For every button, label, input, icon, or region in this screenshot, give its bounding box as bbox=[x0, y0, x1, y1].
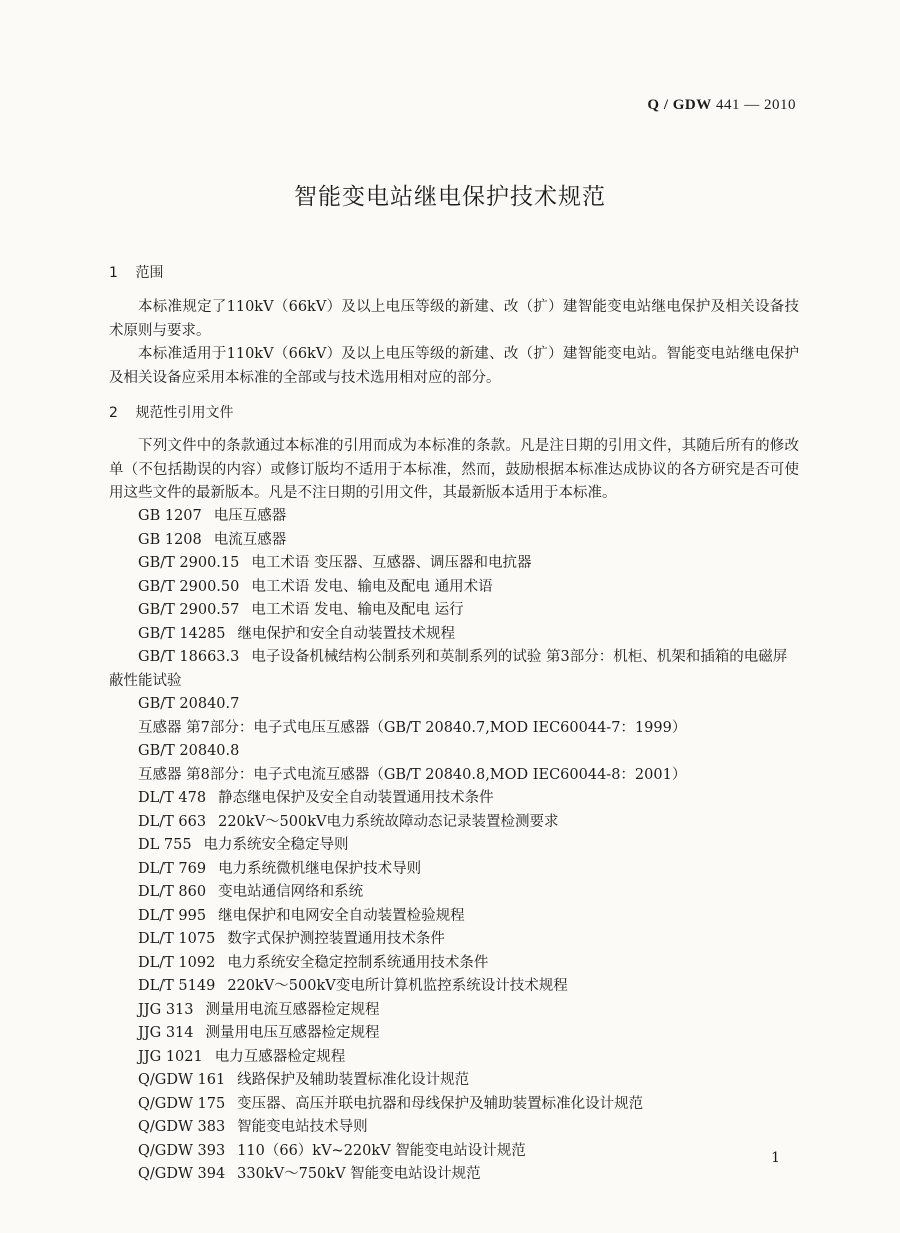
section-number: 1 bbox=[109, 265, 118, 281]
reference-title: 220kV～500kV变电所计算机监控系统设计技术规程 bbox=[227, 978, 568, 994]
reference-title: 智能变电站技术导则 bbox=[237, 1119, 368, 1135]
reference-code: GB/T 2900.57 bbox=[138, 602, 240, 618]
standard-number: 441 — 2010 bbox=[716, 97, 796, 113]
reference-code: DL 755 bbox=[138, 837, 192, 853]
section-2-paragraph-1: 下列文件中的条款通过本标准的引用而成为本标准的条款。凡是注日期的引用文件，其随后所有的修改单（不包括勘误的内容）或修订版均不适用于本标准，然而，鼓励根据本标准达成协议的各方研究是否可使用这些文件的最新版本。凡是不注日期的引用文件，其最新版本适用于本标准。 bbox=[109, 438, 799, 501]
reference-title: 继电保护和电网安全自动装置检验规程 bbox=[218, 907, 465, 924]
reference-item bbox=[109, 599, 799, 623]
reference-code: Q/GDW 394 bbox=[138, 1166, 226, 1182]
reference-item bbox=[109, 928, 799, 952]
reference-code: Q/GDW 393 bbox=[138, 1142, 226, 1159]
reference-title: 电压互感器 bbox=[213, 508, 287, 524]
reference-item bbox=[109, 529, 799, 553]
reference-item bbox=[109, 999, 799, 1023]
reference-item bbox=[109, 740, 799, 787]
reference-item bbox=[109, 1069, 799, 1093]
reference-item bbox=[109, 905, 799, 929]
reference-code: DL/T 1092 bbox=[138, 954, 216, 971]
reference-title: 变电站通信网络和系统 bbox=[218, 884, 364, 900]
reference-item bbox=[109, 576, 799, 600]
reference-item bbox=[109, 858, 799, 882]
reference-item bbox=[109, 1093, 799, 1117]
reference-item bbox=[109, 1022, 799, 1046]
document-title: 智能变电站继电保护技术规范 bbox=[294, 184, 606, 210]
section-1-paragraph-1: 本标准规定了110kV（66kV）及以上电压等级的新建、改（扩）建智能变电站继电保护及相关设备技术原则与要求。 bbox=[109, 299, 799, 339]
section-title: 规范性引用文件 bbox=[135, 405, 234, 421]
section-1-heading bbox=[109, 262, 163, 282]
reference-title: 电流互感器 bbox=[213, 531, 287, 548]
reference-code: DL/T 995 bbox=[138, 907, 207, 924]
reference-code: JJG 314 bbox=[138, 1025, 194, 1041]
reference-code: DL/T 5149 bbox=[138, 978, 216, 994]
reference-code: GB/T 18663.3 bbox=[138, 649, 240, 665]
reference-item bbox=[109, 623, 799, 647]
reference-code: GB 1208 bbox=[138, 531, 202, 548]
reference-code: GB/T 14285 bbox=[138, 625, 226, 642]
reference-title: 数字式保护测控装置通用技术条件 bbox=[227, 931, 445, 947]
reference-title: 继电保护和安全自动装置技术规程 bbox=[237, 625, 456, 642]
reference-code: Q/GDW 383 bbox=[138, 1119, 226, 1135]
reference-title: 电力系统微机继电保护技术导则 bbox=[218, 860, 422, 877]
reference-item bbox=[109, 952, 799, 976]
reference-item bbox=[109, 693, 799, 740]
reference-code: GB/T 2900.50 bbox=[138, 578, 240, 595]
section-number: 2 bbox=[109, 405, 118, 421]
reference-title: 测量用电流互感器检定规程 bbox=[205, 1001, 380, 1018]
reference-list bbox=[109, 505, 799, 1187]
reference-code: DL/T 663 bbox=[138, 813, 207, 830]
reference-title: 110（66）kV~220kV 智能变电站设计规范 bbox=[237, 1142, 526, 1159]
reference-code: DL/T 860 bbox=[138, 884, 207, 900]
reference-title: 测量用电压互感器检定规程 bbox=[205, 1025, 380, 1041]
reference-code: Q/GDW 161 bbox=[138, 1072, 226, 1088]
standard-code: Q / GDW bbox=[647, 97, 712, 113]
reference-title: 互感器 第8部分：电子式电流互感器（GB/T 20840.8,MOD IEC60044-8：2001） bbox=[138, 766, 687, 783]
reference-code: GB/T 2900.15 bbox=[138, 555, 240, 571]
reference-title: 220kV～500kV电力系统故障动态记录装置检测要求 bbox=[218, 813, 559, 830]
reference-code: GB 1207 bbox=[138, 508, 202, 524]
section-2-heading bbox=[109, 402, 233, 422]
reference-item bbox=[109, 787, 799, 811]
reference-title: 静态继电保护及安全自动装置通用技术条件 bbox=[218, 790, 494, 806]
reference-title: 电力互感器检定规程 bbox=[214, 1048, 346, 1065]
reference-item bbox=[109, 1140, 799, 1164]
reference-code: JJG 313 bbox=[138, 1001, 194, 1018]
reference-code: Q/GDW 175 bbox=[138, 1095, 226, 1112]
reference-item bbox=[109, 1163, 799, 1187]
reference-title: 电力系统安全稳定导则 bbox=[203, 837, 349, 853]
reference-code: DL/T 478 bbox=[138, 790, 207, 806]
reference-item bbox=[109, 881, 799, 905]
reference-code: DL/T 1075 bbox=[138, 931, 216, 947]
page-number: 1 bbox=[771, 1150, 780, 1166]
standard-header bbox=[647, 97, 796, 114]
reference-title: 线路保护及辅助装置标准化设计规范 bbox=[237, 1072, 470, 1088]
reference-item bbox=[109, 975, 799, 999]
reference-title: 电子设备机械结构公制系列和英制系列的试验 第3部分：机柜、机架和插箱的电磁屏蔽性能试验 bbox=[109, 649, 788, 689]
reference-title: 电工术语 发电、输电及配电 运行 bbox=[251, 602, 464, 618]
reference-title: 互感器 第7部分：电子式电压互感器（GB/T 20840.7,MOD IEC60044-7：1999） bbox=[138, 719, 687, 736]
reference-code: JJG 1021 bbox=[138, 1048, 203, 1065]
reference-title: 电工术语 变压器、互感器、调压器和电抗器 bbox=[251, 555, 532, 571]
reference-title: 变压器、高压并联电抗器和母线保护及辅助装置标准化设计规范 bbox=[237, 1095, 644, 1112]
reference-title: 电力系统安全稳定控制系统通用技术条件 bbox=[227, 954, 489, 971]
reference-item bbox=[109, 646, 799, 693]
reference-item bbox=[109, 834, 799, 858]
section-1-paragraph-2: 本标准适用于110kV（66kV）及以上电压等级的新建、改（扩）建智能变电站。智能变电站继电保护及相关设备应采用本标准的全部或与技术选用相对应的部分。 bbox=[109, 346, 799, 386]
reference-item bbox=[109, 505, 799, 529]
reference-title: 电工术语 发电、输电及配电 通用术语 bbox=[251, 578, 493, 595]
reference-item bbox=[109, 1046, 799, 1070]
section-title: 范围 bbox=[135, 265, 164, 281]
reference-title: 330kV～750kV 智能变电站设计规范 bbox=[237, 1166, 481, 1182]
reference-item bbox=[109, 1116, 799, 1140]
reference-code: DL/T 769 bbox=[138, 860, 207, 877]
reference-code: GB/T 20840.8 bbox=[138, 743, 240, 759]
reference-code: GB/T 20840.7 bbox=[138, 696, 240, 712]
reference-item bbox=[109, 552, 799, 576]
reference-item bbox=[109, 811, 799, 835]
